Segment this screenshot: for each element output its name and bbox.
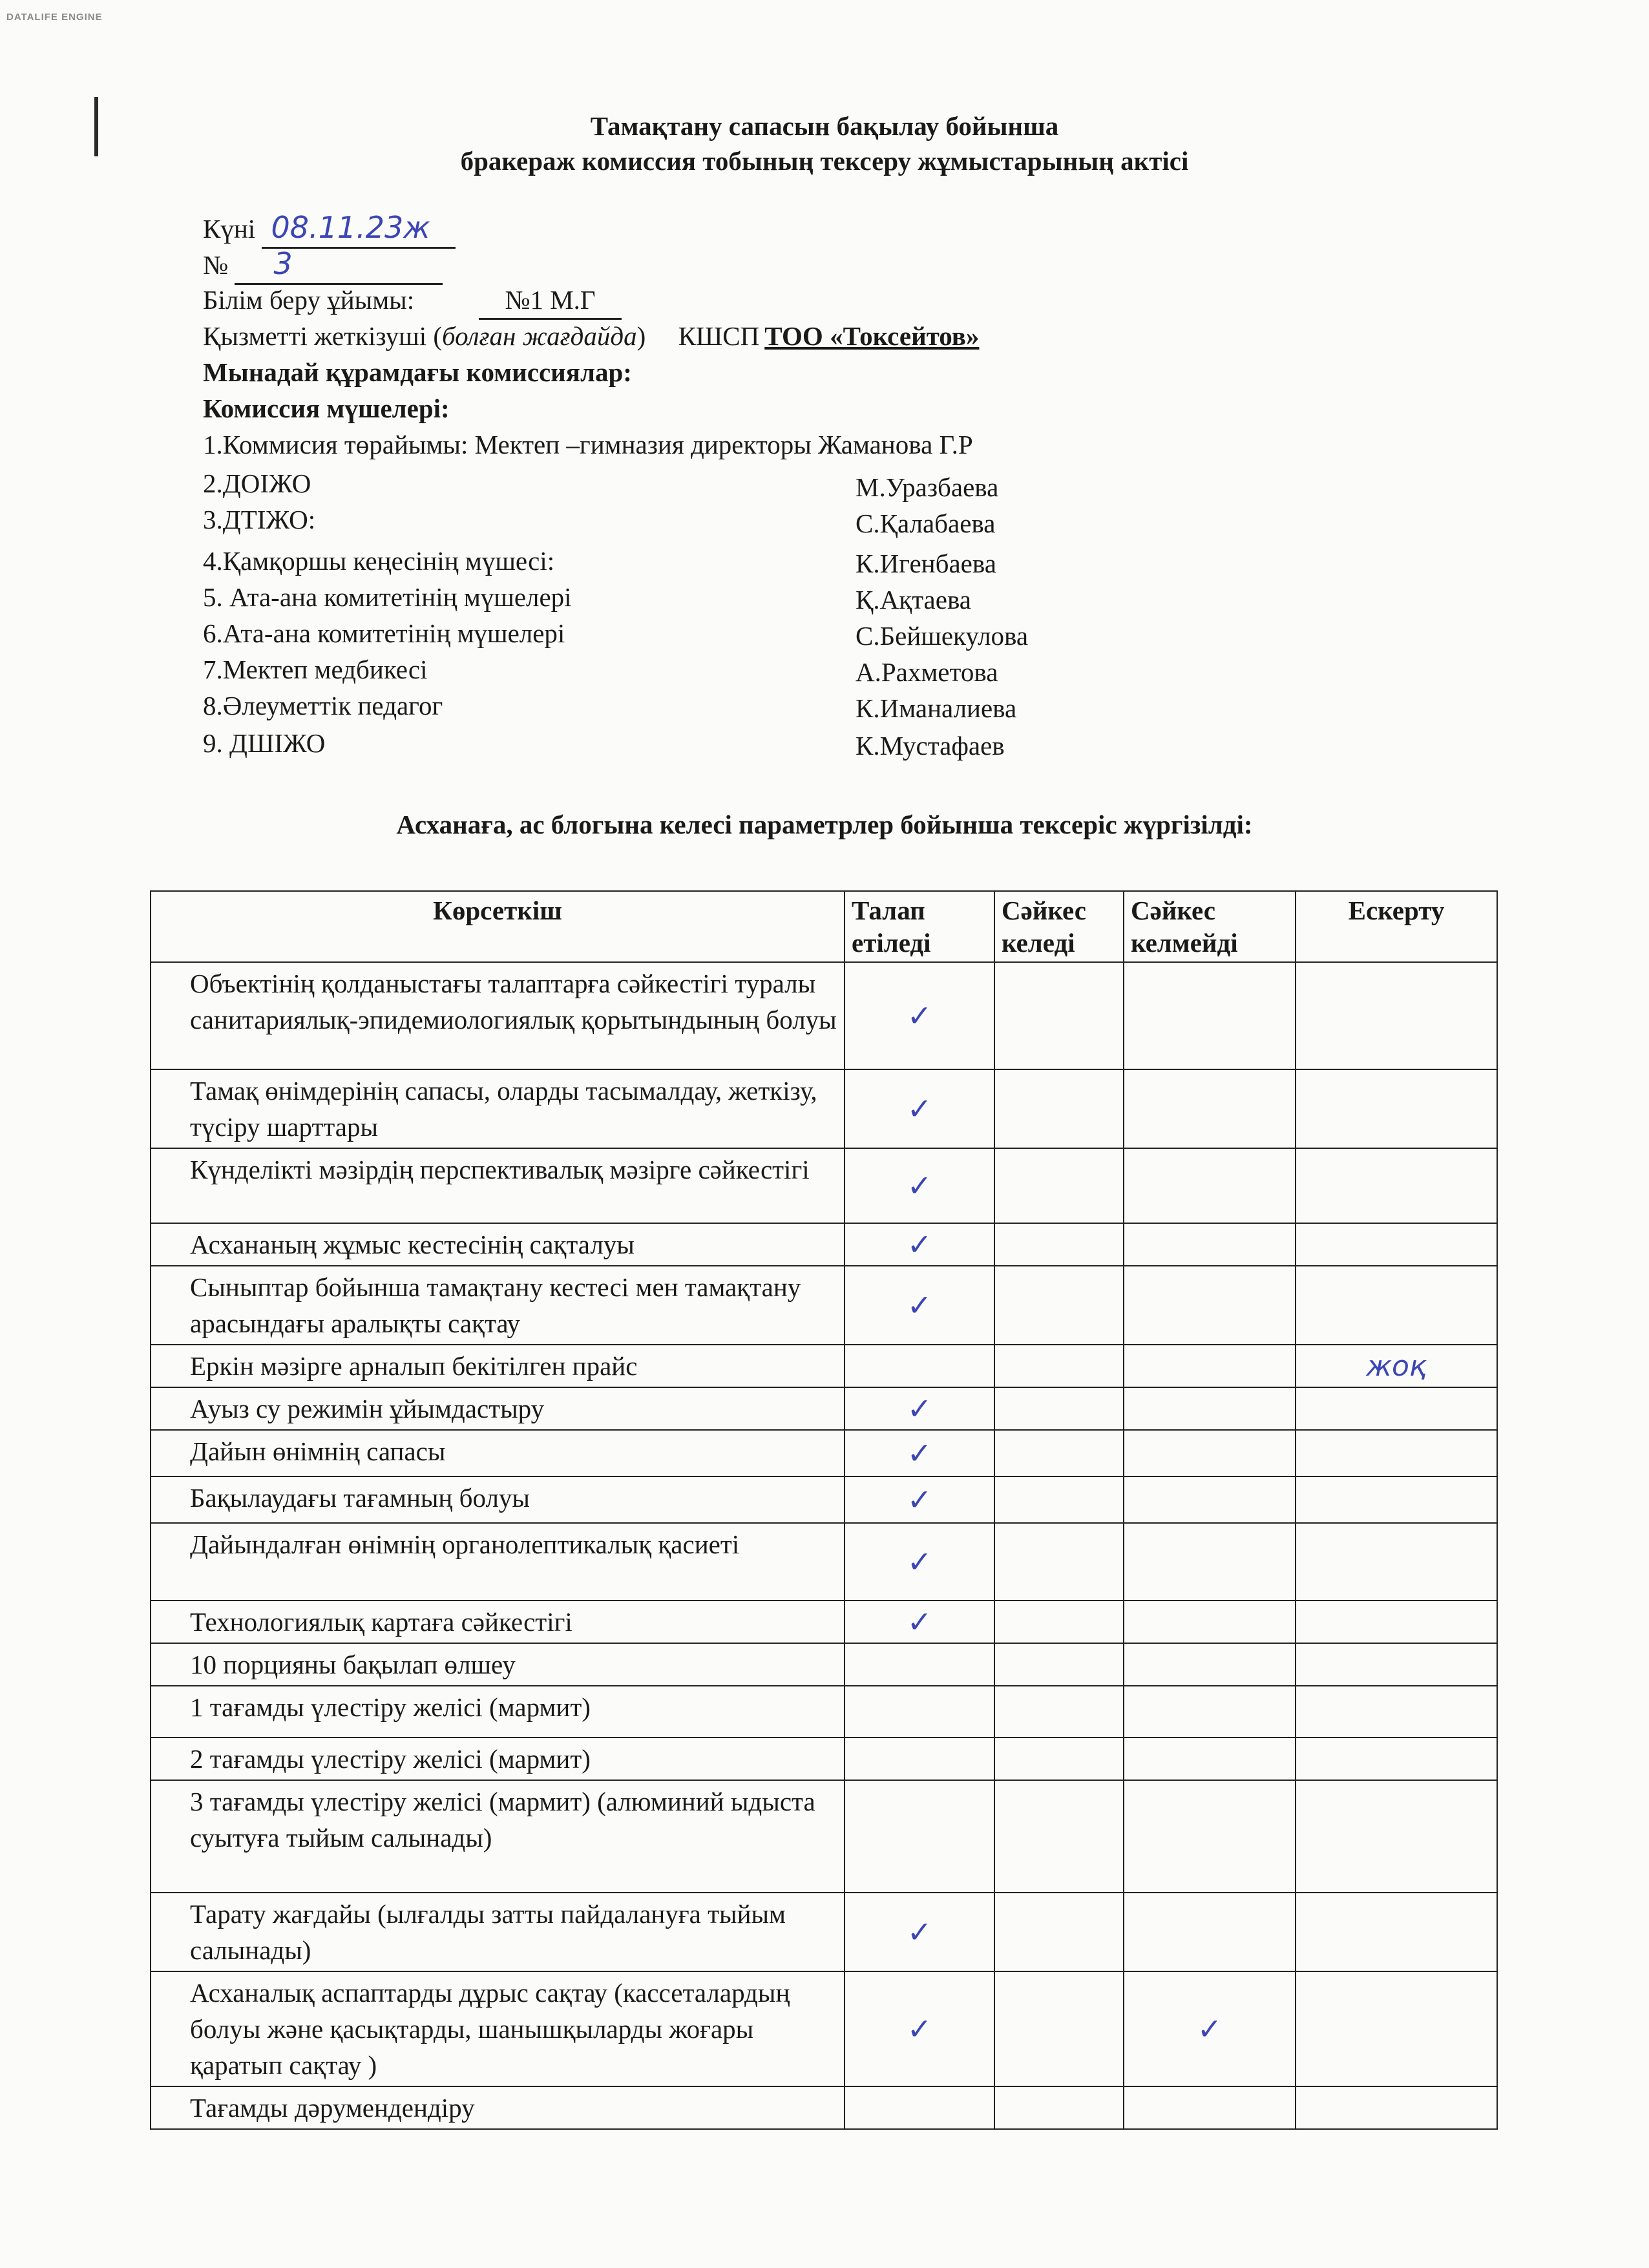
header-nonconforms: Сәйкес келмейді (1124, 891, 1296, 962)
check-mark: ✓ (907, 1544, 932, 1579)
indicator-text: Ауыз су режимін ұйымдастыру (190, 1394, 545, 1423)
nonconforms-cell (1124, 1148, 1296, 1223)
check-mark: ✓ (907, 1436, 932, 1471)
required-cell (845, 1266, 994, 1345)
nonconforms-cell (1124, 1476, 1296, 1523)
indicator-cell (151, 962, 845, 1069)
conforms-cell (994, 1266, 1124, 1345)
nonconforms-cell (1124, 1780, 1296, 1893)
member-name: К.Мустафаев (856, 731, 1005, 761)
required-cell (845, 1601, 994, 1643)
date-field (262, 209, 456, 249)
conforms-cell (994, 1686, 1124, 1738)
number-row (203, 246, 1495, 282)
table-header-row (151, 891, 1497, 962)
nonconforms-cell (1124, 2086, 1296, 2129)
indicator-cell (151, 1148, 845, 1223)
indicator-cell (151, 1069, 845, 1148)
date-label: Күні (203, 214, 256, 244)
note-cell (1296, 1266, 1497, 1345)
indicator-cell (151, 1643, 845, 1686)
indicator-cell (151, 1780, 845, 1893)
member-name: Қ.Ақтаева (856, 585, 971, 614)
required-cell (845, 1430, 994, 1476)
indicator-cell (151, 1971, 845, 2086)
nonconforms-cell (1124, 1971, 1296, 2086)
indicator-text: Асхананың жұмыс кестесінің сақталуы (190, 1230, 635, 1259)
member-name: М.Уразбаева (856, 472, 999, 502)
member-role: 8.Әлеуметтік педагог (203, 691, 443, 720)
table-row (151, 1601, 1497, 1643)
note-cell (1296, 1971, 1497, 2086)
note-cell (1296, 1387, 1497, 1430)
members-heading: Комиссия мүшелері: (203, 394, 450, 423)
table-row (151, 1738, 1497, 1780)
member-role: 1.Коммисия төрайымы: Мектеп –гимназия директоры Жаманова Г.Р (203, 430, 973, 459)
indicator-text: Технологиялық картаға сәйкестігі (190, 1607, 572, 1637)
required-cell (845, 1893, 994, 1971)
note-cell (1296, 1069, 1497, 1148)
watermark: DATALIFE ENGINE (6, 12, 103, 23)
supplier-label-note: болған жағдайда (442, 321, 637, 351)
indicator-text: Тағамды дәрумендендіру (190, 2093, 475, 2123)
section-title: Асханаға, ас блогына келесі параметрлер бойынша тексеріс жүргізілді: (396, 810, 1253, 839)
nonconforms-cell (1124, 1430, 1296, 1476)
conforms-cell (994, 1148, 1124, 1223)
indicator-cell (151, 1893, 845, 1971)
supplier-prefix: КШСП (678, 321, 760, 351)
member-name: К.Игенбаева (856, 549, 996, 578)
indicator-cell (151, 1686, 845, 1738)
check-mark: ✓ (907, 1091, 932, 1126)
required-cell (845, 1069, 994, 1148)
indicator-text: Күнделікті мәзірдің перспективалық мәзірге сәйкестігі (190, 1155, 810, 1184)
note-text: жоқ (1366, 1349, 1427, 1383)
table-row (151, 2086, 1497, 2129)
indicator-text: Еркін мәзірге арналып бекітілген прайс (190, 1351, 638, 1381)
indicator-cell (151, 1430, 845, 1476)
table-row (151, 1476, 1497, 1523)
required-cell (845, 1476, 994, 1523)
conforms-cell (994, 1523, 1124, 1601)
conforms-cell (994, 1643, 1124, 1686)
conforms-cell (994, 2086, 1124, 2129)
indicator-text: Объектінің қолданыстағы талаптарға сәйкестігі туралы санитариялық-эпидемиологиялық қорытындының болуы (190, 969, 837, 1034)
member-role: 7.Мектеп медбикесі (203, 655, 428, 684)
indicator-text: 3 тағамды үлестіру желісі (мармит) (алюминий ыдыста суытуға тыйым салынады) (190, 1787, 815, 1853)
required-cell (845, 962, 994, 1069)
nonconforms-cell (1124, 1069, 1296, 1148)
table-row (151, 1223, 1497, 1266)
org-row (203, 282, 1495, 318)
number-field (235, 246, 443, 285)
indicator-cell (151, 2086, 845, 2129)
member-name: А.Рахметова (856, 657, 998, 687)
conforms-cell (994, 1893, 1124, 1971)
nonconforms-cell (1124, 1738, 1296, 1780)
number-label: № (203, 250, 229, 280)
nonconforms-cell (1124, 962, 1296, 1069)
check-mark: ✓ (907, 1168, 932, 1203)
indicator-cell (151, 1738, 845, 1780)
nonconforms-cell (1124, 1601, 1296, 1643)
table-row (151, 1266, 1497, 1345)
check-mark: ✓ (907, 998, 932, 1033)
header-conforms: Сәйкес келеді (994, 891, 1124, 962)
header-note: Ескерту (1296, 891, 1497, 962)
date-row (203, 209, 1495, 246)
indicator-text: Дайын өнімнің сапасы (190, 1436, 446, 1466)
indicator-text: 2 тағамды үлестіру желісі (мармит) (190, 1744, 591, 1774)
conforms-cell (994, 1069, 1124, 1148)
member-name: К.Иманалиева (856, 693, 1017, 723)
note-cell (1296, 1601, 1497, 1643)
nonconforms-cell (1124, 1523, 1296, 1601)
supplier-label-close: ) (636, 321, 646, 351)
nonconforms-cell (1124, 1893, 1296, 1971)
commission-heading: Мынадай құрамдағы комиссиялар: (203, 357, 632, 387)
header-required: Талап етіледі (845, 891, 994, 962)
check-mark: ✓ (1197, 2011, 1223, 2046)
member-role: 3.ДТІЖО: (203, 505, 316, 534)
table-row (151, 1971, 1497, 2086)
indicator-cell (151, 1523, 845, 1601)
conforms-cell (994, 1780, 1124, 1893)
nonconforms-cell (1124, 1387, 1296, 1430)
table-row (151, 962, 1497, 1069)
conforms-cell (994, 1601, 1124, 1643)
table-row (151, 1148, 1497, 1223)
note-cell (1296, 1476, 1497, 1523)
table-row (151, 1686, 1497, 1738)
required-cell (845, 1971, 994, 2086)
nonconforms-cell (1124, 1266, 1296, 1345)
table-row (151, 1523, 1497, 1601)
table-row (151, 1643, 1497, 1686)
table-row (151, 1893, 1497, 1971)
act-meta (203, 209, 1495, 426)
indicator-text: Тарату жағдайы (ылғалды затты пайдалануға тыйым салынады) (190, 1899, 786, 1965)
required-cell (845, 1643, 994, 1686)
title-line-1: Тамақтану сапасын бақылау бойынша (590, 111, 1059, 141)
header-indicator: Көрсеткіш (151, 891, 845, 962)
required-cell (845, 1780, 994, 1893)
table-row (151, 1780, 1497, 1893)
required-cell (845, 1223, 994, 1266)
nonconforms-cell (1124, 1345, 1296, 1387)
note-cell (1296, 2086, 1497, 2129)
indicator-text: Бақылаудағы тағамның болуы (190, 1483, 530, 1513)
indicator-text: 1 тағамды үлестіру желісі (мармит) (190, 1692, 591, 1722)
required-cell (845, 2086, 994, 2129)
inspection-table (150, 890, 1498, 2130)
conforms-cell (994, 1738, 1124, 1780)
indicator-text: Тамақ өнімдерінің сапасы, оларды тасымалдау, жеткізу, түсіру шарттары (190, 1076, 817, 1142)
indicator-cell (151, 1601, 845, 1643)
note-cell (1296, 1148, 1497, 1223)
date-value: 08.11.23ж (271, 210, 430, 245)
conforms-cell (994, 1223, 1124, 1266)
nonconforms-cell (1124, 1223, 1296, 1266)
check-mark: ✓ (907, 1288, 932, 1323)
required-cell (845, 1686, 994, 1738)
member-role: 6.Ата-ана комитетінің мүшелері (203, 618, 565, 648)
nonconforms-cell (1124, 1686, 1296, 1738)
member-name: С.Бейшекулова (856, 621, 1029, 651)
indicator-cell (151, 1387, 845, 1430)
member-role: 2.ДОІЖО (203, 468, 311, 498)
note-cell (1296, 1643, 1497, 1686)
note-cell (1296, 1345, 1497, 1387)
indicator-text: Дайындалған өнімнің органолептикалық қасиеті (190, 1529, 740, 1559)
indicator-cell (151, 1476, 845, 1523)
note-cell (1296, 1780, 1497, 1893)
org-value: №1 М.Г (479, 282, 621, 320)
supplier-row (203, 318, 1495, 354)
conforms-cell (994, 1971, 1124, 2086)
indicator-cell (151, 1345, 845, 1387)
supplier-label: Қызметті жеткізуші ( (203, 321, 443, 351)
indicator-text: 10 порцияны бақылап өлшеу (190, 1650, 516, 1679)
note-cell (1296, 1738, 1497, 1780)
note-cell (1296, 1893, 1497, 1971)
note-cell (1296, 1430, 1497, 1476)
member-role: 5. Ата-ана комитетінің мүшелері (203, 582, 572, 612)
table-row (151, 1387, 1497, 1430)
member-role: 9. ДШІЖО (203, 728, 326, 758)
required-cell (845, 1345, 994, 1387)
note-cell (1296, 962, 1497, 1069)
check-mark: ✓ (907, 1604, 932, 1639)
required-cell (845, 1738, 994, 1780)
indicator-cell (151, 1266, 845, 1345)
member-role: 4.Қамқоршы кеңесінің мүшесі: (203, 546, 555, 576)
check-mark: ✓ (907, 2011, 932, 2046)
table-row (151, 1069, 1497, 1148)
org-label: Білім беру ұйымы: (203, 285, 415, 315)
indicator-text: Асханалық аспаптарды дұрыс сақтау (кассеталардың болуы және қасықтарды, шанышқыларды жоғары қаратып сақтау ) (190, 1978, 790, 2080)
indicator-cell (151, 1223, 845, 1266)
check-mark: ✓ (907, 1391, 932, 1426)
nonconforms-cell (1124, 1643, 1296, 1686)
number-value: 3 (273, 246, 293, 281)
title-line-2: бракераж комиссия тобының тексеру жұмыстарының актісі (460, 146, 1189, 176)
note-cell (1296, 1223, 1497, 1266)
conforms-cell (994, 1387, 1124, 1430)
required-cell (845, 1523, 994, 1601)
table-row (151, 1345, 1497, 1387)
member-name: С.Қалабаева (856, 509, 996, 538)
conforms-cell (994, 1476, 1124, 1523)
conforms-cell (994, 962, 1124, 1069)
check-mark: ✓ (907, 1227, 932, 1262)
conforms-cell (994, 1345, 1124, 1387)
check-mark: ✓ (907, 1482, 932, 1517)
check-mark: ✓ (907, 1915, 932, 1949)
required-cell (845, 1387, 994, 1430)
note-cell (1296, 1686, 1497, 1738)
document-title (0, 109, 1649, 178)
note-cell (1296, 1523, 1497, 1601)
table-body (151, 962, 1497, 2129)
table-row (151, 1430, 1497, 1476)
supplier-value: ТОО «Токсейтов» (764, 321, 980, 351)
indicator-text: Сыныптар бойынша тамақтану кестесі мен тамақтану арасындағы аралықты сақтау (190, 1272, 801, 1338)
conforms-cell (994, 1430, 1124, 1476)
required-cell (845, 1148, 994, 1223)
